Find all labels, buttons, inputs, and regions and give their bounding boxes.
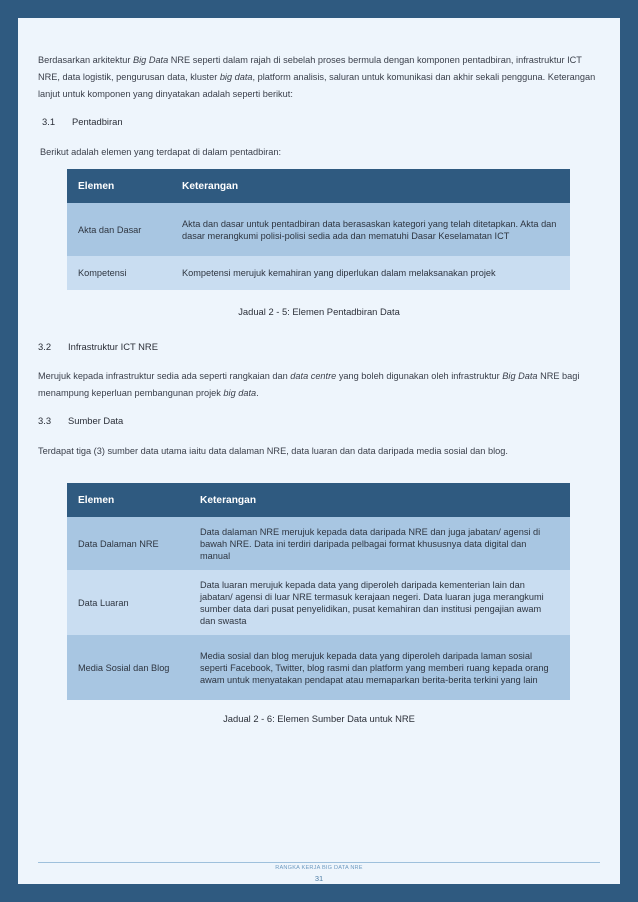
table-cell-keterangan: Kompetensi merujuk kemahiran yang diperlukan dalam melaksanakan projek xyxy=(171,256,570,290)
section-heading-3-3: 3.3 Sumber Data xyxy=(38,415,124,426)
table-header-elemen: Elemen xyxy=(67,169,171,203)
table-pentadbiran xyxy=(67,169,570,290)
table-caption-1: Jadual 2 - 5: Elemen Pentadbiran Data xyxy=(238,306,400,317)
table-row xyxy=(67,635,570,700)
table-header-keterangan: Keterangan xyxy=(171,169,570,203)
document-page xyxy=(18,18,620,884)
section-heading-3-2: 3.2 Infrastruktur ICT NRE xyxy=(38,341,158,352)
table-header-elemen: Elemen xyxy=(67,483,189,517)
table-cell-elemen: Kompetensi xyxy=(67,256,171,290)
table-row xyxy=(67,256,570,290)
table-cell-keterangan: Media sosial dan blog merujuk kepada data yang diperoleh daripada laman sosial seperti Facebook, Twitter, blog rasmi dan platform yang memberi ruang kepada orang awam untuk menyatakan pendapat atau memaparkan berita-berita terkini yang lain xyxy=(189,635,570,700)
table-row xyxy=(67,570,570,635)
table-cell-keterangan: Data luaran merujuk kepada data yang diperoleh daripada kementerian lain dan jabatan/ agensi di luar NRE termasuk kerajaan negeri. Data luaran juga merangkumi sumber data dari pusat penyelidikan, pusat kemahiran dan institusi pengajian awam dan swasta xyxy=(189,570,570,635)
intro-paragraph: Berdasarkan arkitektur Big Data NRE seperti dalam rajah di sebelah proses bermula dengan komponen pentadbiran, infrastruktur ICT NRE, data logistik, pengurusan data, kluster big data, platform analisis, saluran untuk komunikasi dan akhir sekali pengguna. Keterangan lanjut untuk komponen yang dinyatakan adalah seperti berikut: xyxy=(38,55,596,99)
footer-title: RANGKA KERJA BIG DATA NRE xyxy=(275,865,363,871)
table-cell-elemen: Data Dalaman NRE xyxy=(67,517,189,570)
section-3-3-text: Terdapat tiga (3) sumber data utama iaitu data dalaman NRE, data luaran dan data daripada media sosial dan blog. xyxy=(38,446,508,456)
table-cell-elemen: Data Luaran xyxy=(67,570,189,635)
table-caption-2: Jadual 2 - 6: Elemen Sumber Data untuk NRE xyxy=(223,713,415,724)
table-header-keterangan: Keterangan xyxy=(189,483,570,517)
section-heading-3-1: 3.1 Pentadbiran xyxy=(42,116,123,127)
table-sumber-data xyxy=(67,483,570,700)
footer-divider xyxy=(38,862,600,863)
table-cell-elemen: Akta dan Dasar xyxy=(67,203,171,256)
table-cell-keterangan: Data dalaman NRE merujuk kepada data daripada NRE dan juga jabatan/ agensi di bawah NRE. Data ini terdiri daripada pelbagai format khususnya data digital dan manual xyxy=(189,517,570,570)
section-3-1-text: Berikut adalah elemen yang terdapat di dalam pentadbiran: xyxy=(40,147,282,157)
table-row xyxy=(67,203,570,256)
table-cell-elemen: Media Sosial dan Blog xyxy=(67,635,189,700)
table-row xyxy=(67,517,570,570)
section-3-2-text: Merujuk kepada infrastruktur sedia ada seperti rangkaian dan data centre yang boleh digunakan oleh infrastruktur Big Data NRE bagi menampung keperluan pembangunan projek big data. xyxy=(38,371,580,398)
table-cell-keterangan: Akta dan dasar untuk pentadbiran data berasaskan kategori yang telah ditetapkan. Akta dan dasar merangkumi polisi-polisi sedia ada dan mematuhi Dasar Keselamatan ICT xyxy=(171,203,570,256)
page-number: 31 xyxy=(314,874,324,883)
